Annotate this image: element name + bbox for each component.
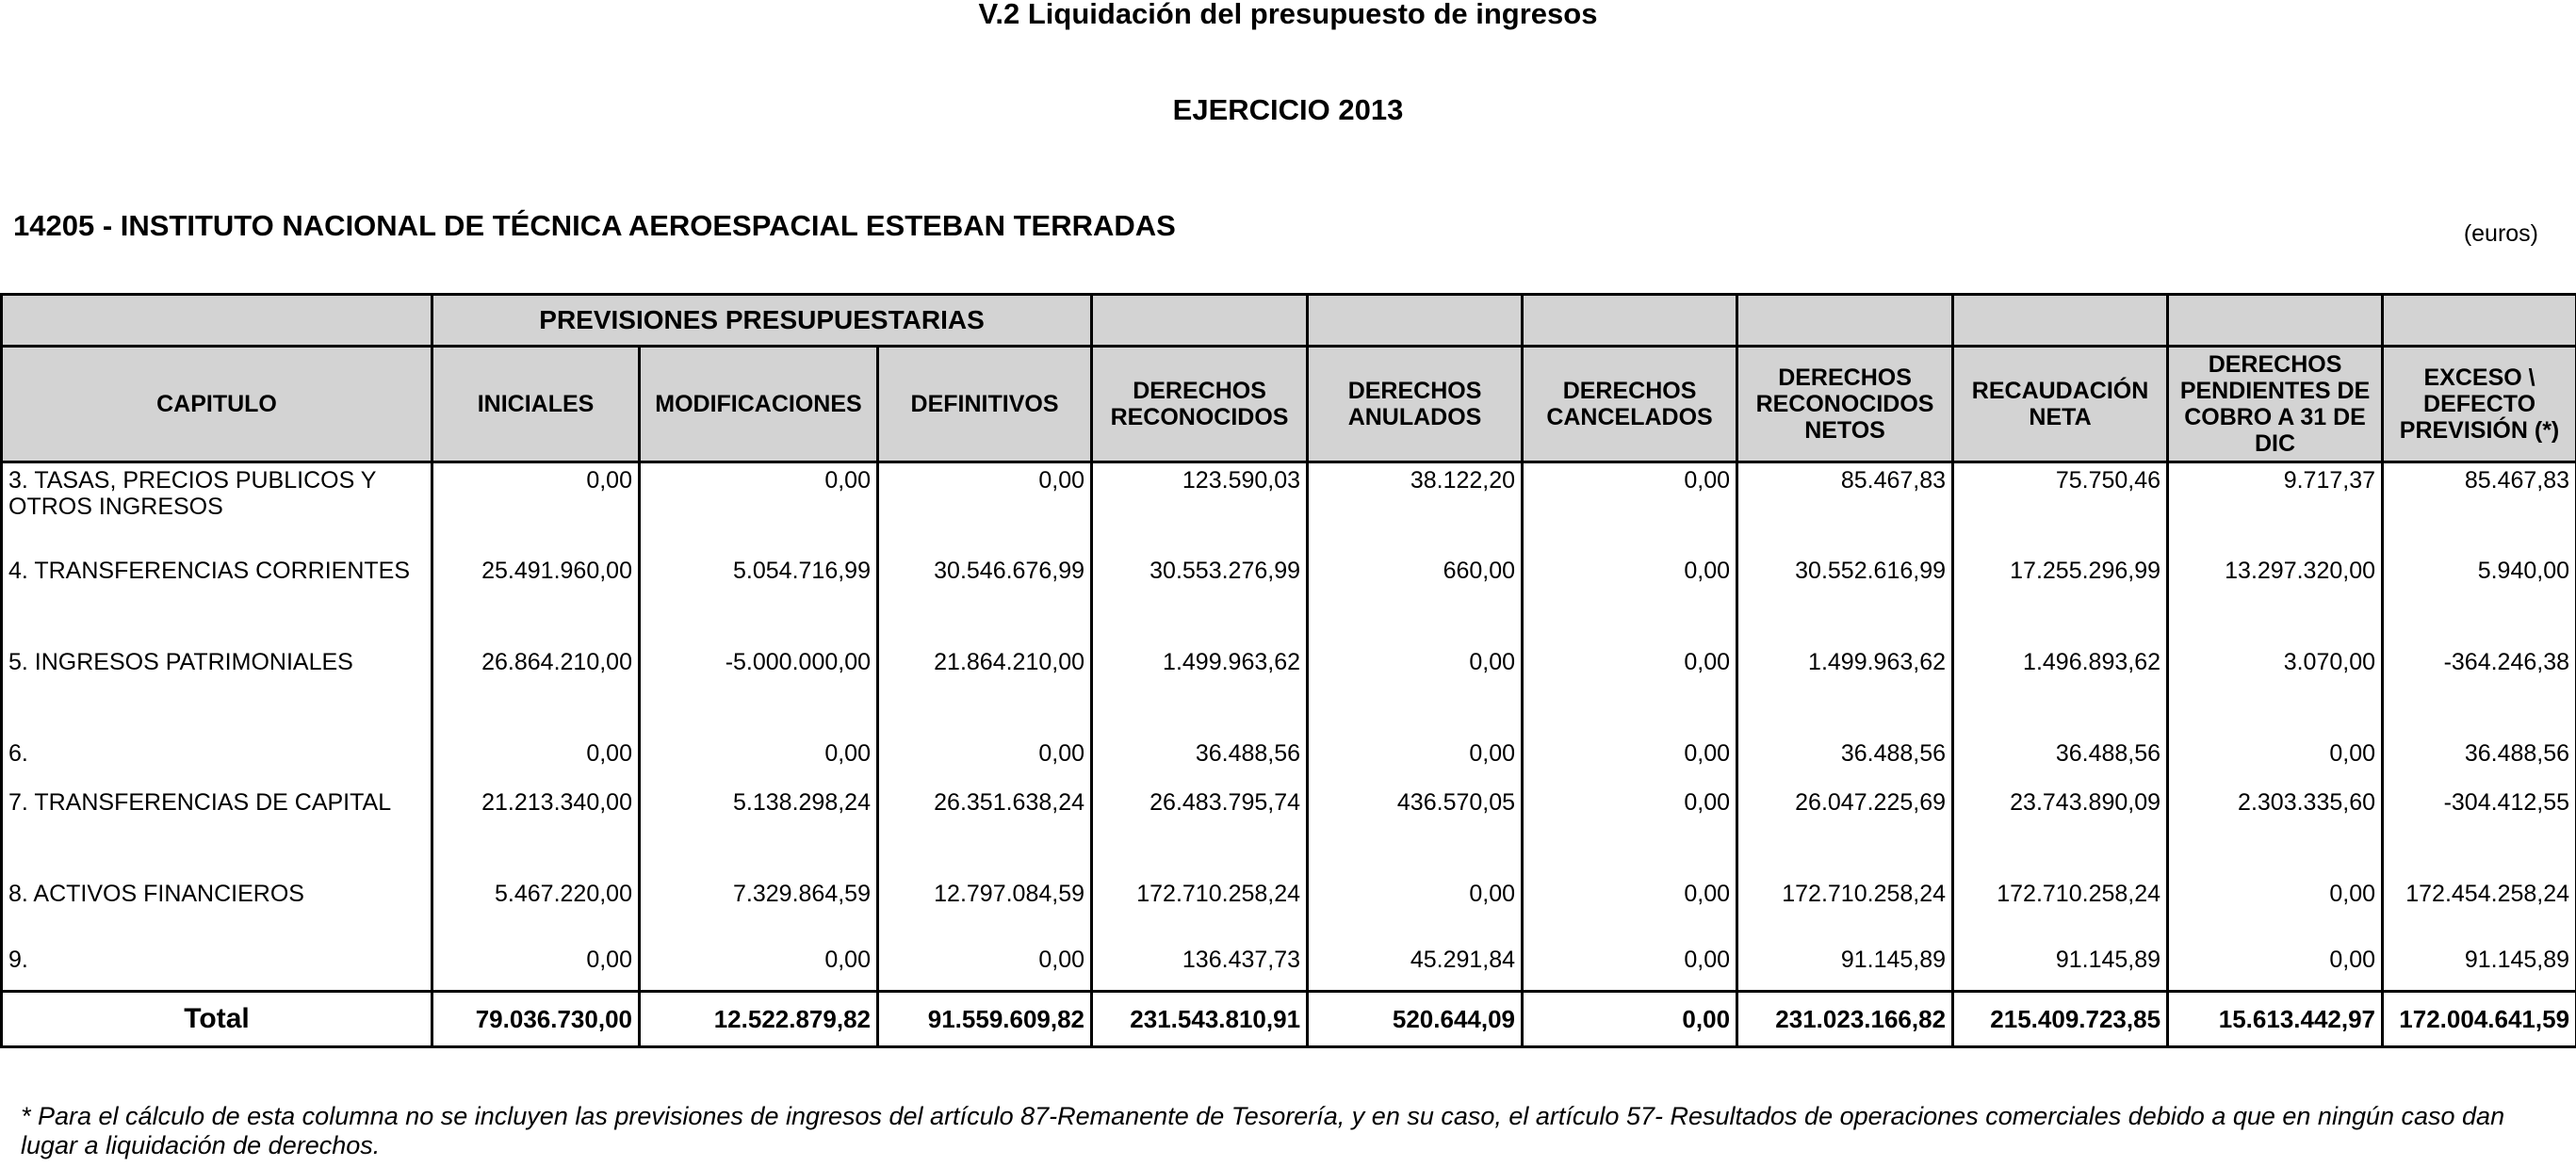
cell-definitivos: 12.797.084,59 (878, 877, 1092, 943)
cell-derechos-reconocidos: 30.553.276,99 (1092, 554, 1308, 645)
cell-derechos-reconocidos: 136.437,73 (1092, 943, 1308, 992)
cell-exceso-defecto: -364.246,38 (2383, 645, 2576, 737)
cell-recaudacion-neta: 75.750,46 (1953, 462, 2168, 554)
row-capitulo: 9. (2, 943, 432, 992)
cell-definitivos: 0,00 (878, 943, 1092, 992)
header-blank-cell (1523, 295, 1737, 347)
row-capitulo: 3. TASAS, PRECIOS PUBLICOS Y OTROS INGRESOS (2, 462, 432, 554)
header-previsiones-group: PREVISIONES PRESUPUESTARIAS (432, 295, 1092, 347)
cell-derechos-netos: 1.499.963,62 (1737, 645, 1953, 737)
cell-modificaciones: 7.329.864,59 (640, 877, 878, 943)
cell-derechos-cancelados: 0,00 (1523, 462, 1737, 554)
cell-derechos-cancelados: 0,00 (1523, 877, 1737, 943)
cell-derechos-anulados: 436.570,05 (1308, 785, 1523, 877)
table-row (2, 785, 2576, 877)
total-recaudacion-neta: 215.409.723,85 (1953, 992, 2168, 1047)
column-header-derechos-reconocidos: DERECHOS RECONOCIDOS (1092, 347, 1308, 462)
total-exceso-defecto: 172.004.641,59 (2383, 992, 2576, 1047)
cell-derechos-anulados: 38.122,20 (1308, 462, 1523, 554)
entity-name: 14205 - INSTITUTO NACIONAL DE TÉCNICA AEROESPACIAL ESTEBAN TERRADAS (13, 209, 1176, 242)
column-header-derechos-cancelados: DERECHOS CANCELADOS (1523, 347, 1737, 462)
table-row (2, 462, 2576, 554)
cell-iniciales: 26.864.210,00 (432, 645, 640, 737)
cell-derechos-netos: 172.710.258,24 (1737, 877, 1953, 943)
currency-units: (euros) (2463, 220, 2538, 247)
table-row (2, 554, 2576, 645)
cell-exceso-defecto: 36.488,56 (2383, 737, 2576, 785)
header-blank-cell (1737, 295, 1953, 347)
total-modificaciones: 12.522.879,82 (640, 992, 878, 1047)
cell-pendientes-cobro: 0,00 (2168, 943, 2383, 992)
cell-modificaciones: 0,00 (640, 462, 878, 554)
cell-derechos-netos: 91.145,89 (1737, 943, 1953, 992)
row-capitulo: 7. TRANSFERENCIAS DE CAPITAL (2, 785, 432, 877)
cell-recaudacion-neta: 172.710.258,24 (1953, 877, 2168, 943)
row-capitulo: 8. ACTIVOS FINANCIEROS (2, 877, 432, 943)
column-header-iniciales: INICIALES (432, 347, 640, 462)
cell-derechos-anulados: 0,00 (1308, 645, 1523, 737)
cell-modificaciones: -5.000.000,00 (640, 645, 878, 737)
total-definitivos: 91.559.609,82 (878, 992, 1092, 1047)
cell-derechos-anulados: 660,00 (1308, 554, 1523, 645)
header-blank-cell (2, 295, 432, 347)
cell-pendientes-cobro: 9.717,37 (2168, 462, 2383, 554)
cell-derechos-reconocidos: 26.483.795,74 (1092, 785, 1308, 877)
row-capitulo: 6. (2, 737, 432, 785)
cell-iniciales: 0,00 (432, 462, 640, 554)
fiscal-year-subtitle: EJERCICIO 2013 (1172, 93, 1404, 126)
column-header-derechos-reconocidos-netos: DERECHOS RECONOCIDOS NETOS (1737, 347, 1953, 462)
cell-recaudacion-neta: 17.255.296,99 (1953, 554, 2168, 645)
header-blank-cell (2383, 295, 2576, 347)
cell-derechos-netos: 26.047.225,69 (1737, 785, 1953, 877)
cell-pendientes-cobro: 0,00 (2168, 877, 2383, 943)
cell-derechos-reconocidos: 36.488,56 (1092, 737, 1308, 785)
cell-derechos-reconocidos: 123.590,03 (1092, 462, 1308, 554)
column-header-exceso-defecto: EXCESO \ DEFECTO PREVISIÓN (*) (2383, 347, 2576, 462)
cell-definitivos: 21.864.210,00 (878, 645, 1092, 737)
cell-definitivos: 0,00 (878, 462, 1092, 554)
cell-derechos-cancelados: 0,00 (1523, 943, 1737, 992)
cell-iniciales: 25.491.960,00 (432, 554, 640, 645)
total-derechos-netos: 231.023.166,82 (1737, 992, 1953, 1047)
table-header-group-row (2, 295, 2576, 347)
table-header-row (2, 347, 2576, 462)
cell-derechos-reconocidos: 172.710.258,24 (1092, 877, 1308, 943)
cell-pendientes-cobro: 0,00 (2168, 737, 2383, 785)
cell-exceso-defecto: 5.940,00 (2383, 554, 2576, 645)
row-capitulo: 4. TRANSFERENCIAS CORRIENTES (2, 554, 432, 645)
cell-definitivos: 26.351.638,24 (878, 785, 1092, 877)
table-row (2, 737, 2576, 785)
total-row (2, 992, 2576, 1047)
cell-derechos-cancelados: 0,00 (1523, 554, 1737, 645)
cell-derechos-cancelados: 0,00 (1523, 785, 1737, 877)
column-header-definitivos: DEFINITIVOS (878, 347, 1092, 462)
cell-derechos-cancelados: 0,00 (1523, 737, 1737, 785)
cell-derechos-netos: 36.488,56 (1737, 737, 1953, 785)
cell-recaudacion-neta: 23.743.890,09 (1953, 785, 2168, 877)
table-row (2, 943, 2576, 992)
header-blank-cell (1308, 295, 1523, 347)
budget-income-table (0, 293, 2576, 1048)
cell-exceso-defecto: 172.454.258,24 (2383, 877, 2576, 943)
cell-iniciales: 21.213.340,00 (432, 785, 640, 877)
cell-recaudacion-neta: 36.488,56 (1953, 737, 2168, 785)
cell-pendientes-cobro: 13.297.320,00 (2168, 554, 2383, 645)
column-header-derechos-anulados: DERECHOS ANULADOS (1308, 347, 1523, 462)
cell-derechos-anulados: 0,00 (1308, 877, 1523, 943)
column-header-modificaciones: MODIFICACIONES (640, 347, 878, 462)
cell-derechos-netos: 30.552.616,99 (1737, 554, 1953, 645)
table-row (2, 877, 2576, 943)
cell-pendientes-cobro: 3.070,00 (2168, 645, 2383, 737)
cell-exceso-defecto: 91.145,89 (2383, 943, 2576, 992)
cell-pendientes-cobro: 2.303.335,60 (2168, 785, 2383, 877)
cell-recaudacion-neta: 91.145,89 (1953, 943, 2168, 992)
cell-modificaciones: 0,00 (640, 943, 878, 992)
table-row (2, 645, 2576, 737)
cell-derechos-anulados: 0,00 (1308, 737, 1523, 785)
header-blank-cell (1092, 295, 1308, 347)
cell-modificaciones: 5.054.716,99 (640, 554, 878, 645)
total-derechos-cancelados: 0,00 (1523, 992, 1737, 1047)
cell-exceso-defecto: -304.412,55 (2383, 785, 2576, 877)
cell-derechos-anulados: 45.291,84 (1308, 943, 1523, 992)
cell-derechos-cancelados: 0,00 (1523, 645, 1737, 737)
cell-modificaciones: 5.138.298,24 (640, 785, 878, 877)
total-derechos-reconocidos: 231.543.810,91 (1092, 992, 1308, 1047)
total-label: Total (2, 992, 432, 1047)
cell-definitivos: 0,00 (878, 737, 1092, 785)
page-title: V.2 Liquidación del presupuesto de ingresos (978, 0, 1598, 30)
cell-definitivos: 30.546.676,99 (878, 554, 1092, 645)
cell-iniciales: 0,00 (432, 737, 640, 785)
cell-exceso-defecto: 85.467,83 (2383, 462, 2576, 554)
column-header-recaudacion-neta: RECAUDACIÓN NETA (1953, 347, 2168, 462)
total-iniciales: 79.036.730,00 (432, 992, 640, 1047)
cell-derechos-netos: 85.467,83 (1737, 462, 1953, 554)
column-header-derechos-pendientes: DERECHOS PENDIENTES DE COBRO A 31 DE DIC (2168, 347, 2383, 462)
row-capitulo: 5. INGRESOS PATRIMONIALES (2, 645, 432, 737)
header-blank-cell (1953, 295, 2168, 347)
cell-modificaciones: 0,00 (640, 737, 878, 785)
cell-derechos-reconocidos: 1.499.963,62 (1092, 645, 1308, 737)
total-derechos-anulados: 520.644,09 (1308, 992, 1523, 1047)
footnote: * Para el cálculo de esta columna no se incluyen las previsiones de ingresos del artículo 87-Remanente de Tesorería, y en su caso, el artículo 57- Resultados de operaciones comerciales debido a que en ningún caso dan lugar a liquidación de derechos. (21, 1102, 2505, 1159)
cell-recaudacion-neta: 1.496.893,62 (1953, 645, 2168, 737)
cell-iniciales: 5.467.220,00 (432, 877, 640, 943)
column-header-capitulo: CAPITULO (2, 347, 432, 462)
total-pendientes-cobro: 15.613.442,97 (2168, 992, 2383, 1047)
header-blank-cell (2168, 295, 2383, 347)
cell-iniciales: 0,00 (432, 943, 640, 992)
